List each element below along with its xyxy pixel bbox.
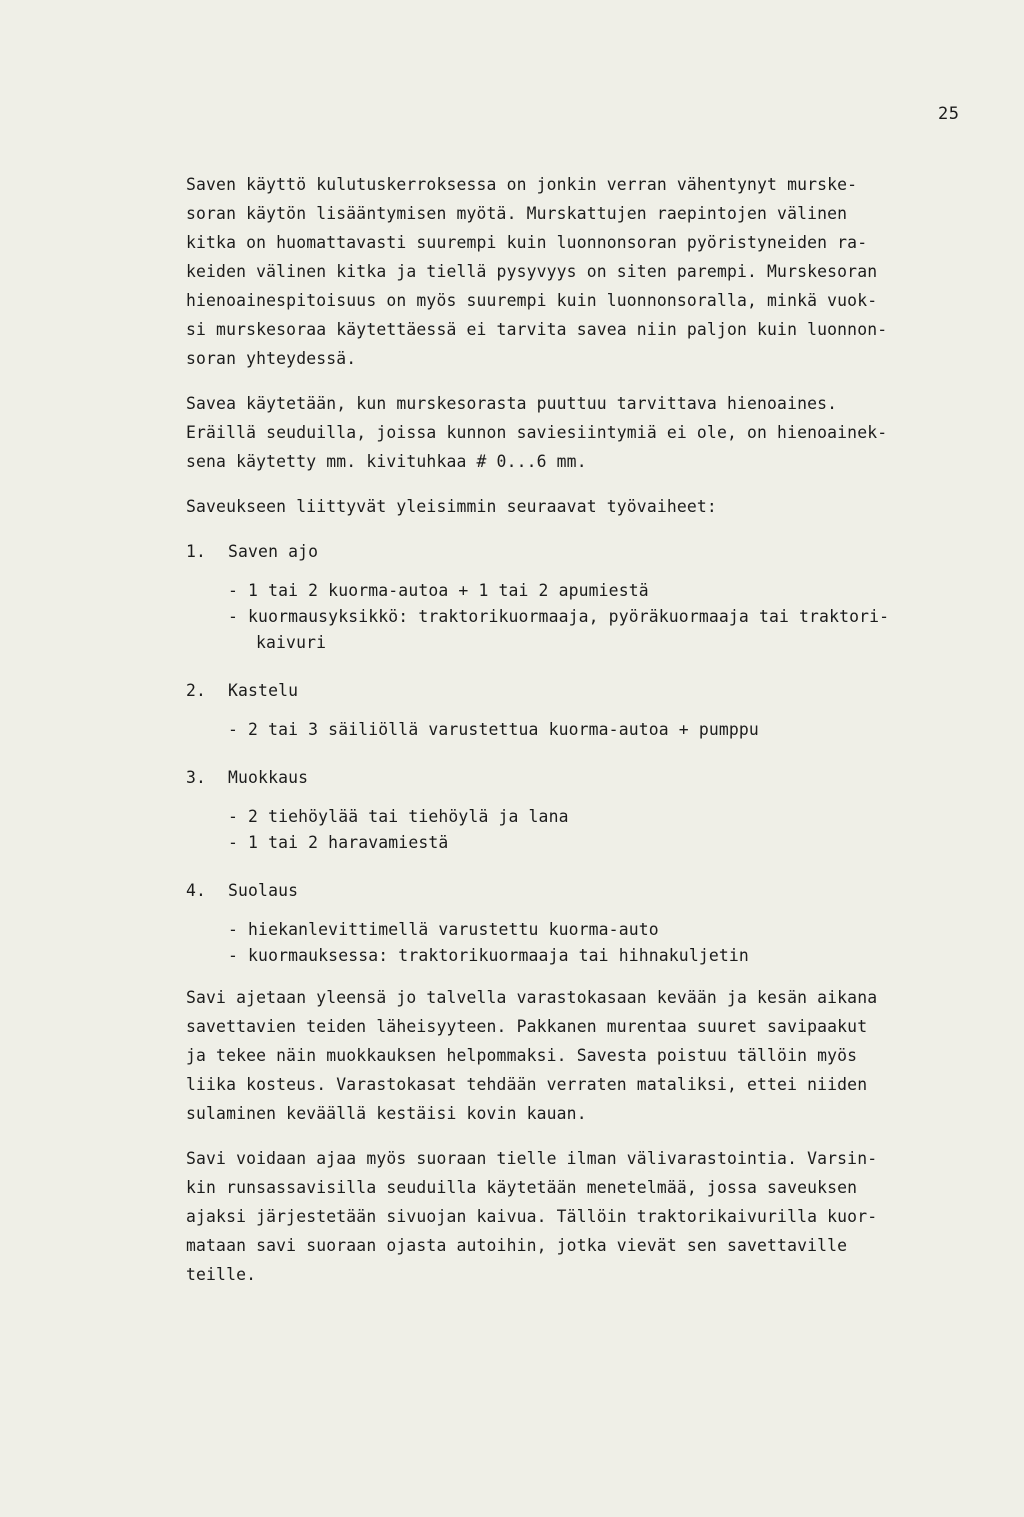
phase-number: 1. xyxy=(186,542,207,561)
text-line: ja tekee näin muokkauksen helpommaksi. Savesta poistuu tällöin myös xyxy=(186,1046,858,1065)
text-line: Eräillä seuduilla, joissa kunnon saviesiintymiä ei ole, on hienoainek- xyxy=(186,423,888,442)
phase-number: 3. xyxy=(186,768,207,787)
phase-detail: - 2 tai 3 säiliöllä varustettua kuorma-autoa + pumppu xyxy=(228,720,759,739)
text-line: soran yhteydessä. xyxy=(186,349,357,368)
text-line: kitka on huomattavasti suurempi kuin luonnonsoran pyöristyneiden ra- xyxy=(186,233,868,252)
text-line: Saveukseen liittyvät yleisimmin seuraavat työvaiheet: xyxy=(186,497,717,516)
text-line: keiden välinen kitka ja tiellä pysyvyys on siten parempi. Murskesoran xyxy=(186,262,878,281)
phase-detail: - kuormauksessa: traktorikuormaaja tai hihnakuljetin xyxy=(228,946,749,965)
text-line: savettavien teiden läheisyyteen. Pakkanen murentaa suuret savipaakut xyxy=(186,1017,868,1036)
phase-detail: - kuormausyksikkö: traktorikuormaaja, pyöräkuormaaja tai traktori- xyxy=(228,607,890,626)
paragraph-fines xyxy=(186,389,996,476)
document-body xyxy=(186,170,996,1289)
page-number: 25 xyxy=(938,104,960,124)
phase-title: Kastelu xyxy=(228,681,299,700)
work-phase-item xyxy=(186,537,996,654)
text-line: teille. xyxy=(186,1265,257,1284)
paragraph-direct-hauling xyxy=(186,1144,996,1289)
text-line: si murskesoraa käytettäessä ei tarvita savea niin paljon kuin luonnon- xyxy=(186,320,888,339)
text-line: mataan savi suoraan ojasta autoihin, jotka vievät sen savettaville xyxy=(186,1236,848,1255)
phase-detail: - hiekanlevittimellä varustettu kuorma-auto xyxy=(228,920,659,939)
text-line: hienoainespitoisuus on myös suurempi kuin luonnonsoralla, minkä vuok- xyxy=(186,291,878,310)
work-phase-item xyxy=(186,763,996,854)
phase-title: Suolaus xyxy=(228,881,299,900)
text-line: kin runsassavisilla seuduilla käytetään menetelmää, jossa saveuksen xyxy=(186,1178,858,1197)
text-line: soran käytön lisääntymisen myötä. Murskattujen raepintojen välinen xyxy=(186,204,848,223)
text-line: sulaminen keväällä kestäisi kovin kauan. xyxy=(186,1104,587,1123)
phase-title: Muokkaus xyxy=(228,768,309,787)
work-phase-item xyxy=(186,876,996,967)
text-line: sena käytetty mm. kivituhkaa # 0...6 mm. xyxy=(186,452,587,471)
phase-detail: - 1 tai 2 haravamiestä xyxy=(228,833,449,852)
text-line: liika kosteus. Varastokasat tehdään verraten mataliksi, ettei niiden xyxy=(186,1075,868,1094)
text-line: Savi voidaan ajaa myös suoraan tielle ilman välivarastointia. Varsin- xyxy=(186,1149,878,1168)
text-line: Savea käytetään, kun murskesorasta puuttuu tarvittava hienoaines. xyxy=(186,394,838,413)
phase-number: 4. xyxy=(186,881,207,900)
paragraph-work-phases-intro xyxy=(186,492,996,521)
paragraph-clay-usage xyxy=(186,170,996,373)
text-line: Savi ajetaan yleensä jo talvella varastokasaan kevään ja kesän aikana xyxy=(186,988,878,1007)
phase-detail-continuation: kaivuri xyxy=(256,633,327,652)
phase-title: Saven ajo xyxy=(228,542,319,561)
phase-number: 2. xyxy=(186,681,207,700)
work-phase-list xyxy=(186,537,996,967)
work-phase-item xyxy=(186,676,996,741)
text-line: ajaksi järjestetään sivuojan kaivua. Tällöin traktorikaivurilla kuor- xyxy=(186,1207,878,1226)
text-line: Saven käyttö kulutuskerroksessa on jonkin verran vähentynyt murske- xyxy=(186,175,858,194)
phase-detail: - 2 tiehöylää tai tiehöylä ja lana xyxy=(228,807,569,826)
paragraph-clay-storage xyxy=(186,983,996,1128)
phase-detail: - 1 tai 2 kuorma-autoa + 1 tai 2 apumiestä xyxy=(228,581,649,600)
